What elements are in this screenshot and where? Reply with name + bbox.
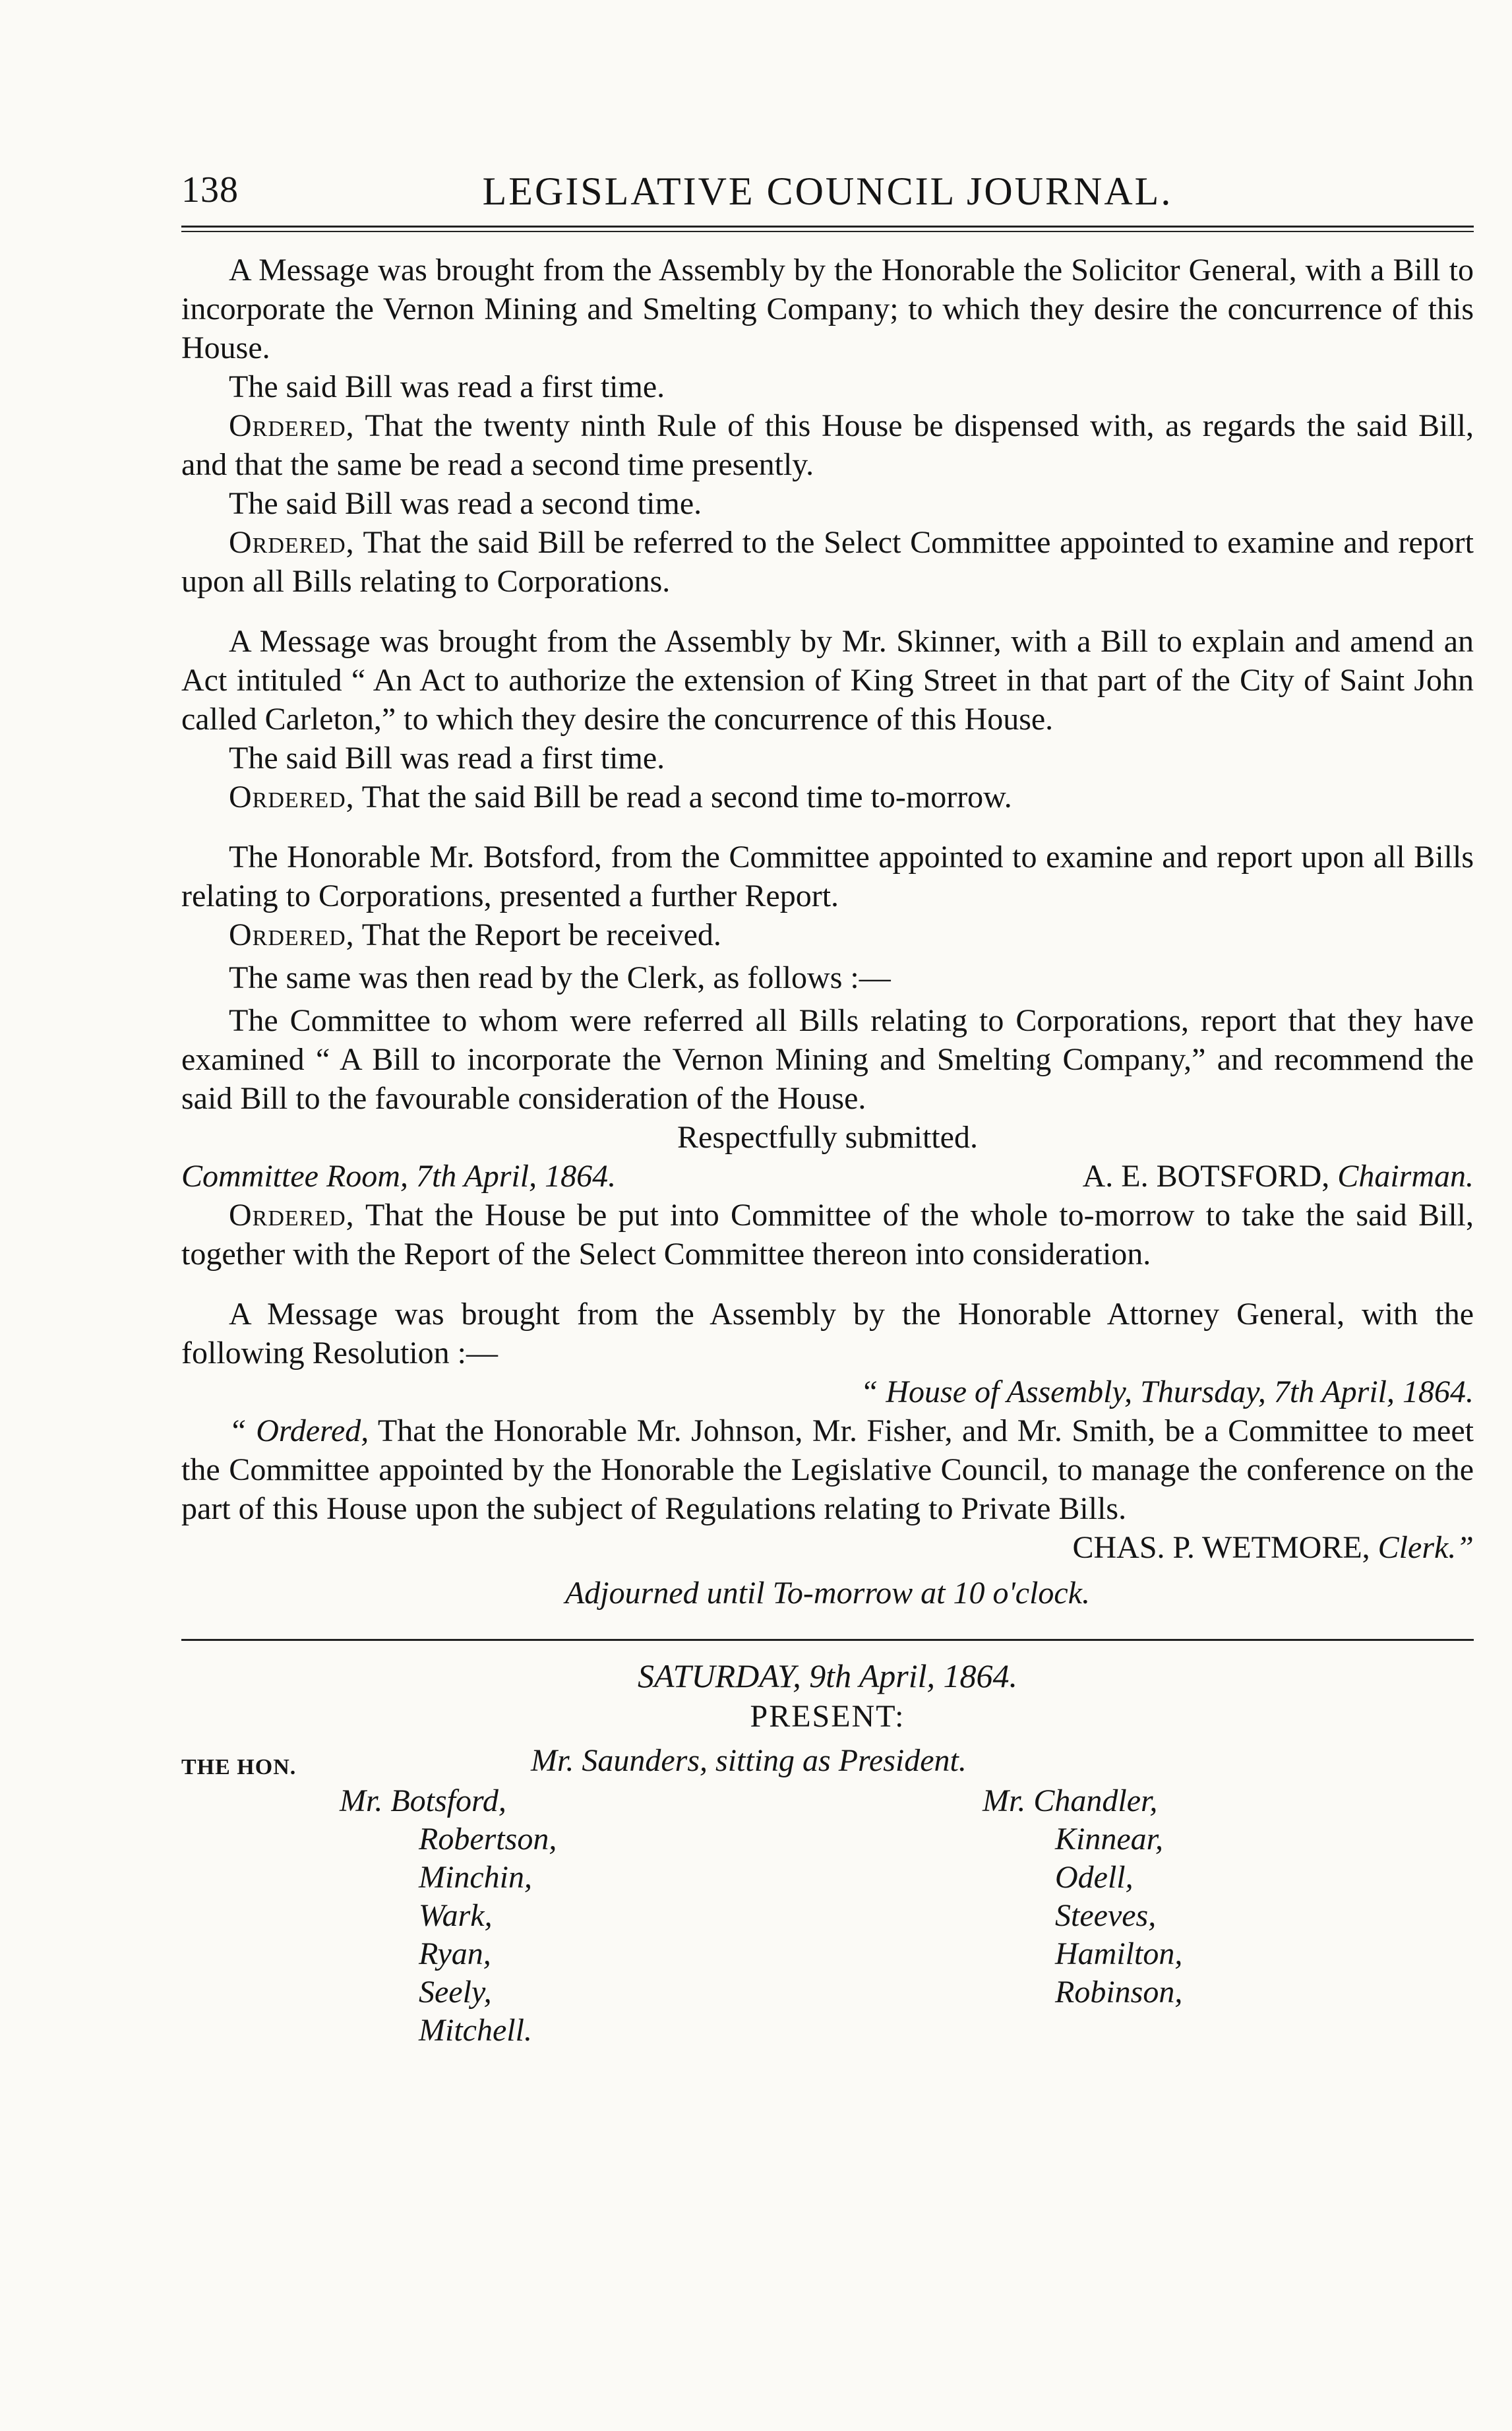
paragraph-text: That the House be put into Committee of the whole to-morrow to take the said Bill, together with the Report of the Select Committee thereon into consideration. (181, 1198, 1474, 1272)
paragraph: The same was then read by the Clerk, as follows :— (229, 960, 891, 995)
member-name: Robertson, (419, 1822, 557, 1857)
members-present (181, 1782, 1474, 2059)
clerk-title: Clerk.” (1377, 1530, 1474, 1565)
running-head: LEGISLATIVE COUNCIL JOURNAL. (482, 169, 1173, 213)
section-assembly-resolution (181, 1295, 1474, 1613)
member-name: Kinnear, (1055, 1822, 1164, 1857)
president-line: Mr. Saunders, sitting as President. (531, 1743, 967, 1778)
clerk-name: CHAS. P. WETMORE, (1072, 1530, 1370, 1565)
member-name: Mr. Chandler, (983, 1783, 1158, 1818)
member-name: Steeves, (1055, 1898, 1157, 1933)
resolution-dateline: “ House of Assembly, Thursday, 7th April, 1864. (860, 1374, 1474, 1409)
paragraph: The said Bill was read a second time. (229, 486, 702, 521)
paragraph: The said Bill was read a first time. (229, 369, 665, 404)
clerk-signature (181, 1528, 1474, 1567)
ordered-lead: Ordered, (229, 408, 355, 443)
section-saturday-sitting (181, 1657, 1474, 2059)
paragraph: The Honorable Mr. Botsford, from the Committee appointed to examine and report upon all Bills relating to Corporations, presented a further Report. (181, 840, 1474, 913)
paragraph: A Message was brought from the Assembly by Mr. Skinner, with a Bill to explain and amend an Act intituled “ An Act to authorize the extension of King Street in that part of the City of Saint John called Carleton,” to which they desire the concurrence of this House. (181, 624, 1474, 737)
paragraph: The said Bill was read a first time. (229, 741, 665, 776)
member-name: Hamilton, (1055, 1936, 1183, 1971)
spacer (181, 601, 1474, 622)
header-rule (181, 226, 1474, 232)
paragraph-text: That the Report be received. (354, 917, 721, 952)
paragraph (181, 1411, 1474, 1528)
paragraph (181, 1196, 1474, 1274)
paragraph-text: That the twenty ninth Rule of this House be dispensed with, as regards the said Bill, and that the same be read a second time presently. (181, 408, 1474, 482)
paragraph (181, 523, 1474, 601)
ordered-lead: “ Ordered, (229, 1413, 369, 1448)
section-committee-report (181, 838, 1474, 1274)
paragraph-text: That the said Bill be referred to the Select Committee appointed to examine and report upon all Bills relating to Corporations. (181, 525, 1474, 599)
ordered-lead: Ordered, (229, 917, 355, 952)
present-heading: PRESENT: (750, 1699, 905, 1734)
member-name: Ryan, (419, 1936, 491, 1971)
spacer (181, 1274, 1474, 1295)
section-vernon-bill (181, 251, 1474, 601)
members-left-column (340, 1782, 557, 2050)
president-row (181, 1741, 1474, 1782)
adjourned-line: Adjourned until To-morrow at 10 o'clock. (564, 1576, 1091, 1611)
paragraph: The Committee to whom were referred all Bills relating to Corporations, report that they have examined “ A Bill to incorporate the Vernon Mining and Smelting Company,” and recommend the said Bill to the favourable consideration of the House. (181, 1003, 1474, 1116)
chairman-signature (1083, 1157, 1474, 1196)
member-name: Seely, (419, 1975, 492, 2010)
section-king-street-bill (181, 622, 1474, 816)
page-number: 138 (181, 169, 239, 210)
member-name: Wark, (419, 1898, 493, 1933)
ordered-lead: Ordered, (229, 1198, 355, 1233)
paragraph (181, 406, 1474, 484)
signature-title: Chairman. (1337, 1159, 1474, 1194)
spacer (181, 816, 1474, 838)
member-name: Mr. Botsford, (340, 1783, 506, 1818)
hon-label: THE HON. (181, 1755, 297, 1779)
paragraph: A Message was brought from the Assembly by the Honorable Attorney General, with the following Resolution :— (181, 1297, 1474, 1370)
member-name: Mitchell. (419, 2013, 532, 2048)
ordered-lead: Ordered, (229, 780, 355, 815)
paragraph-text: That the Honorable Mr. Johnson, Mr. Fisher, and Mr. Smith, be a Committee to meet the Committee appointed by the Honorable the Legislative Council, to manage the conference on the part of this House upon the subject of Regulations relating to Private Bills. (181, 1413, 1474, 1526)
page-content (181, 165, 1474, 2059)
paragraph: A Message was brought from the Assembly by the Honorable the Solicitor General, with a Bill to incorporate the Vernon Mining and Smelting Company; to which they desire the concurrence of this House. (181, 253, 1474, 365)
journal-body (181, 251, 1474, 2059)
section-rule (181, 1639, 1474, 1641)
member-name: Robinson, (1055, 1975, 1183, 2010)
paragraph (181, 778, 1474, 816)
paragraph-text: That the said Bill be read a second time to-morrow. (354, 780, 1012, 815)
signature-row (181, 1157, 1474, 1196)
sitting-date: SATURDAY, 9th April, 1864. (637, 1657, 1018, 1694)
page-header (181, 165, 1474, 218)
member-name: Minchin, (419, 1860, 532, 1895)
members-right-column (983, 1782, 1182, 2012)
member-name: Odell, (1055, 1860, 1134, 1895)
signature-name: A. E. BOTSFORD, (1082, 1159, 1330, 1194)
respectfully-submitted: Respectfully submitted. (677, 1120, 978, 1155)
paragraph (181, 915, 1474, 954)
ordered-lead: Ordered, (229, 525, 355, 560)
committee-room-date: Committee Room, 7th April, 1864. (181, 1159, 617, 1194)
